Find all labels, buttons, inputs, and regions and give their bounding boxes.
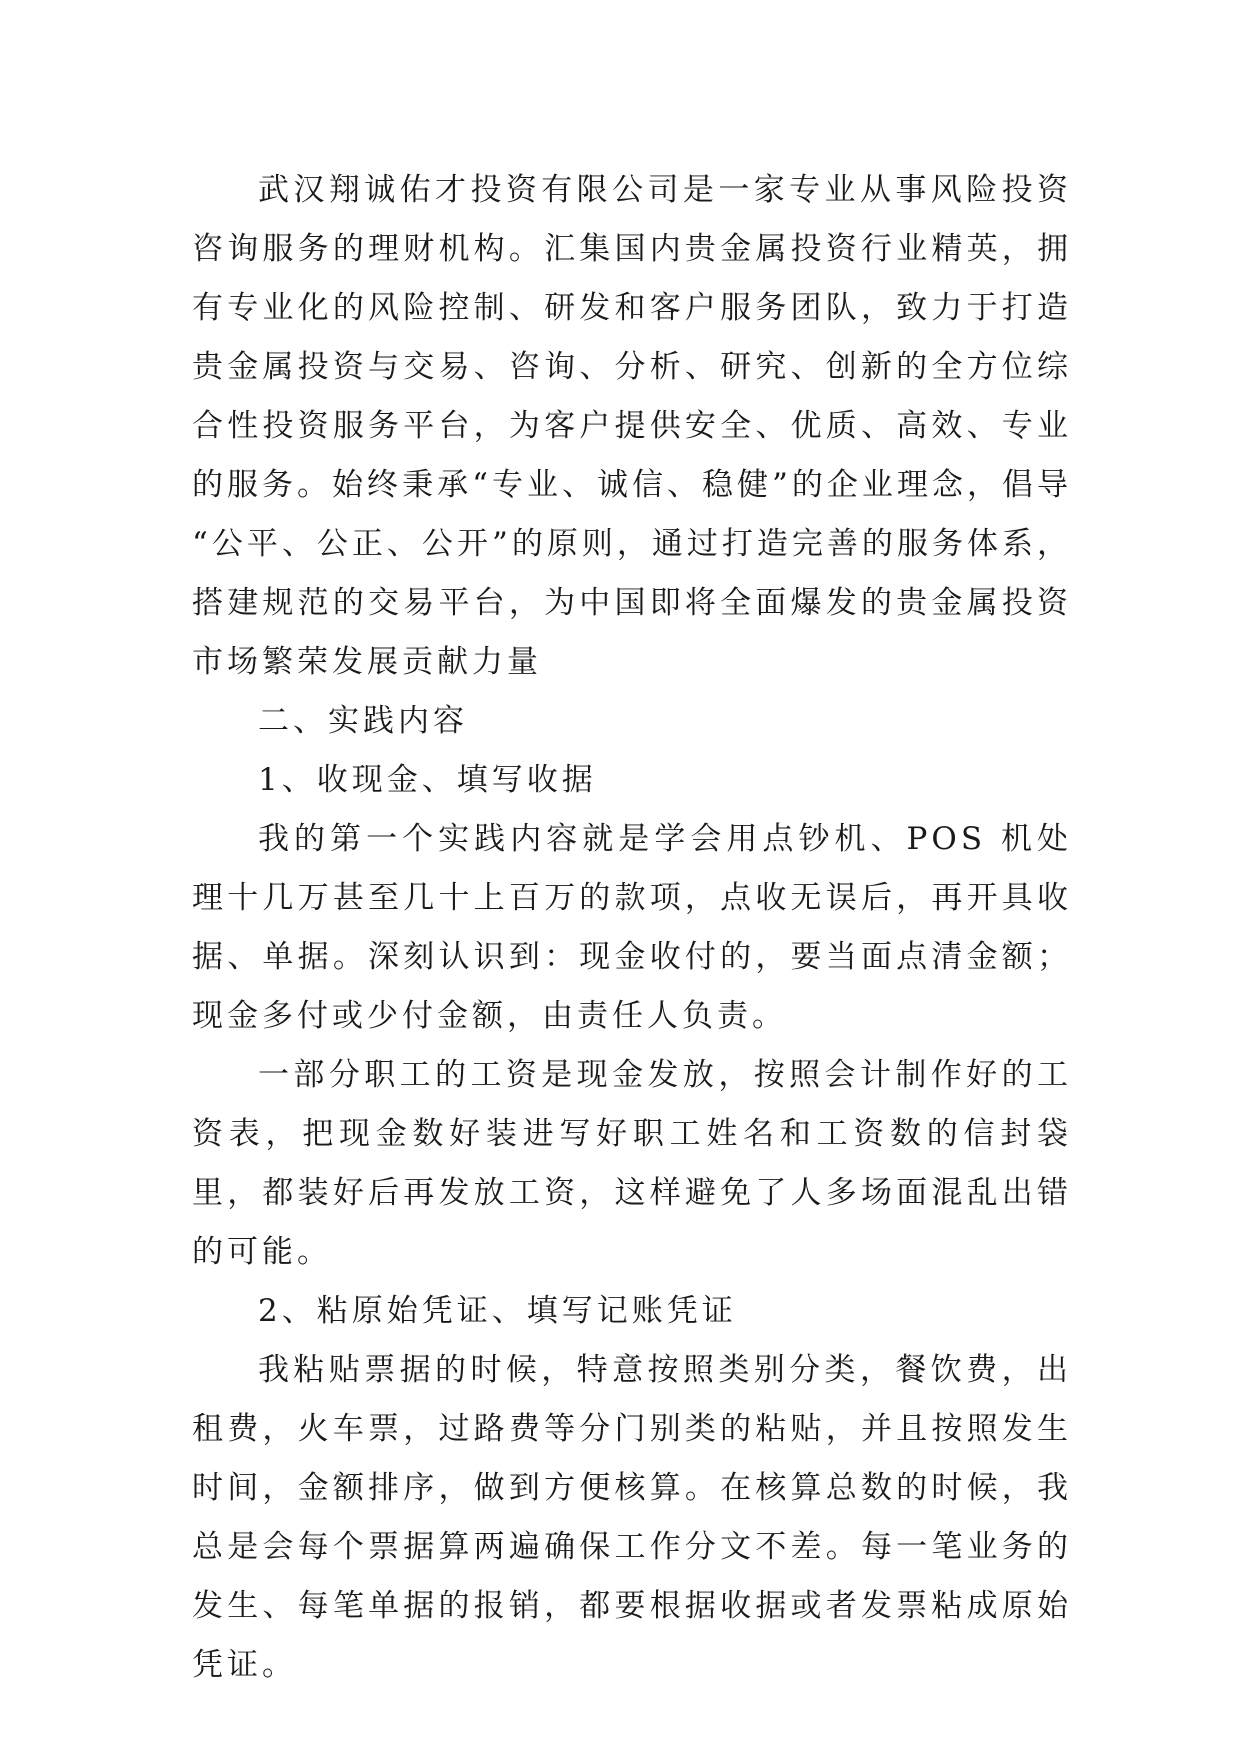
paragraph-company-intro: 武汉翔诚佑才投资有限公司是一家专业从事风险投资咨询服务的理财机构。汇集国内贵金属投资行业精英，拥有专业化的风险控制、研发和客户服务团队，致力于打造贵金属投资与交易、咨询、分析、研究、创新的全方位综合性投资服务平台，为客户提供安全、优质、高效、专业的服务。始终秉承“专业、诚信、稳健”的企业理念，倡导 “公平、公正、公开”的原则，通过打造完善的服务体系，搭建规范的交易平台，为中国即将全面爆发的贵金属投资市场繁荣发展贡献力量: [192, 172, 1072, 680]
paragraph-cash-handling: 我的第一个实践内容就是学会用点钞机、POS 机处理十几万甚至几十上百万的款项，点收无误后，再开具收据、单据。深刻认识到：现金收付的，要当面点清金额；现金多付或少付金额，由责任人负责。: [192, 821, 1072, 1034]
paragraph-receipt-pasting: 我粘贴票据的时候，特意按照类别分类，餐饮费，出租费，火车票，过路费等分门别类的粘贴，并且按照发生时间，金额排序，做到方便核算。在核算总数的时候，我总是会每个票据算两遍确保工作分文不差。每一笔业务的发生、每笔单据的报销，都要根据收据或者发票粘成原始凭证。: [192, 1352, 1072, 1683]
document-body: [192, 161, 1072, 1695]
subheading-vouchers: 2、粘原始凭证、填写记账凭证: [258, 1293, 737, 1329]
paragraph-salary-distribution: 一部分职工的工资是现金发放，按照会计制作好的工资表，把现金数好装进写好职工姓名和工资数的信封袋里，都装好后再发放工资，这样避免了人多场面混乱出错的可能。: [192, 1057, 1072, 1270]
section-heading-practice-content: 二、实践内容: [258, 703, 468, 739]
subheading-cash-receipts: 1、收现金、填写收据: [258, 762, 597, 798]
